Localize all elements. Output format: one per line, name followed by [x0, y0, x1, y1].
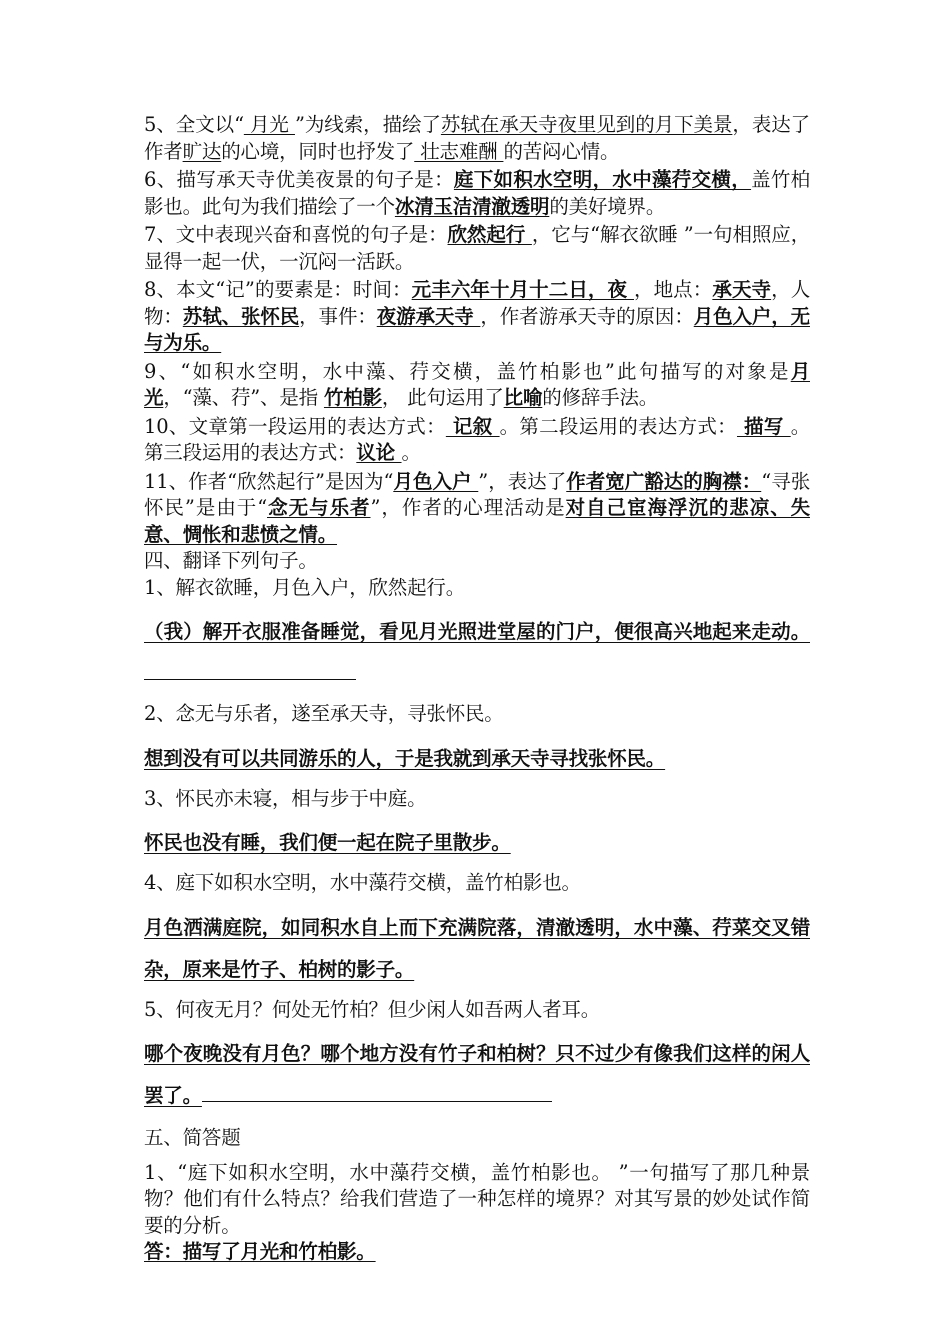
- answer-text: 想到没有可以共同游乐的人，于是我就到承天寺寻找张怀民。: [144, 746, 666, 770]
- answer-text: [144, 1033, 810, 1117]
- item-text: ， 此句运用了: [381, 386, 504, 409]
- item-7: [144, 222, 810, 275]
- section-4-title: 四、翻译下列句子。: [144, 549, 318, 572]
- item-text: ”为线索，描绘了: [294, 113, 441, 136]
- answer-blank: 月色入户，无与为乐。: [144, 304, 810, 354]
- question-text: 5、何夜无月？何处无竹柏？但少闲人如吾两人者耳。: [144, 997, 601, 1021]
- item-text: 。: [401, 441, 421, 464]
- answer-blank: 旷达: [182, 139, 222, 163]
- answer-blank: 比喻: [503, 386, 543, 409]
- item-text: ，人物：: [144, 278, 811, 328]
- answer-blank: 壮志难酬: [414, 139, 504, 163]
- answer-span: 哪个夜晚没有月色？哪个地方没有竹子和柏树？只不过少有像我们这样的闲人罢了。: [144, 1042, 810, 1107]
- answer-blank: 承天寺: [712, 278, 772, 301]
- answer-blank: 描写: [736, 414, 791, 438]
- document-body: [144, 112, 810, 1266]
- answer-blank: 对自己宦海浮沉的悲凉、失意、惆怅和悲愤之情: [144, 496, 810, 546]
- question-text: 3、怀民亦未寝，相与步于中庭。: [144, 786, 427, 810]
- answer-blank: 月光: [144, 359, 810, 409]
- answer-blank: 念无与乐者: [267, 496, 371, 519]
- item-8: [144, 277, 810, 357]
- item-text: 的修辞手法。: [542, 386, 659, 409]
- answer-blank: 欣然起行: [447, 223, 532, 246]
- item-9: [144, 359, 810, 412]
- item-text: ，表达了作者: [144, 113, 810, 163]
- answer-blank: 议论: [356, 441, 402, 464]
- answer-blank: 夜游承天寺: [376, 304, 481, 328]
- answer-text: 怀民也没有睡，我们便一起在院子里散步。: [144, 831, 511, 854]
- item-text: 。第二段运用的表达方式：: [499, 414, 737, 438]
- item-6: [144, 167, 810, 220]
- answer-span: （我）解开衣服准备睡觉，看见月光照进堂屋的门户，便很高兴地起来走动。: [144, 620, 810, 643]
- item-text: 盖竹柏影也。此句为我们描绘了一个: [144, 168, 810, 218]
- answer-blank: 月色入户: [393, 469, 479, 493]
- answer-blank: 苏轼在承天寺夜里见到的月下美景: [440, 113, 733, 136]
- answer-blank: 作者宽广豁达的胸襟：: [566, 469, 762, 493]
- item-10: [144, 414, 810, 467]
- item-text: ，它与“解衣欲睡 ”一句相照应，显得一起一伏，一沉闷一活跃。: [144, 223, 810, 273]
- question-text: 4、庭下如积水空明，水中藻荇交横，盖竹柏影也。: [144, 871, 581, 894]
- item-text: ，“藻、荇”、是指: [163, 386, 324, 409]
- question-text: 1、解衣欲睡，月色入户，欣然起行。: [144, 575, 466, 599]
- answer-line: [202, 1100, 552, 1102]
- question-text: 1、“庭下如积水空明，水中藻荇交横，盖竹柏影也。 ”一句描写了那几种景物？他们有什么特点？给我们营造了一种怎样的境界？对其写景的妙处试作简要的分析。: [144, 1160, 810, 1237]
- item-text: 的苦闷心情。: [503, 139, 620, 163]
- section-5-title: 五、简答题: [144, 1126, 241, 1149]
- item-text: 。第三段运用的表达方式：: [144, 414, 811, 464]
- answer-blank: 记叙: [445, 414, 500, 438]
- answer-text: [144, 611, 810, 695]
- answer-blank: 苏轼、张怀民: [182, 304, 300, 328]
- answer-text: 月色洒满庭院，如同积水自上而下充满院落，清澈透明，水中藻、荇菜交叉错杂，原来是竹子、柏树的影子。: [144, 915, 810, 981]
- item-text: 11、作者“欣然起行”是因为“: [144, 469, 394, 493]
- item-text: 5、全文以“: [144, 113, 244, 136]
- answer-line: [144, 678, 356, 680]
- item-text: 6、描写承天寺优美夜景的句子是：: [144, 168, 454, 191]
- item-text: 8、本文“记”的要素是：时间：: [144, 278, 412, 301]
- item-text: ”，表达了: [478, 469, 567, 493]
- answer-blank: 庭下如积水空明，水中藻荇交横，: [453, 168, 752, 191]
- answer-blank: 冰清玉洁清澈透明: [394, 194, 550, 218]
- item-text: ，作者游承天寺的原因：: [480, 304, 694, 328]
- item-text: 9、“如积水空明，水中藻、荇交横，盖竹柏影也”此句描写的对象是: [144, 359, 791, 383]
- answer-blank: 元丰六年十月十二日，夜: [411, 278, 634, 301]
- item-5: [144, 112, 810, 165]
- item-11: [144, 469, 810, 549]
- question-text: 2、念无与乐者，遂至承天寺，寻张怀民。: [144, 702, 504, 725]
- item-text: 的心境，同时也抒发了: [221, 139, 415, 163]
- answer-blank: 月光: [243, 113, 295, 136]
- item-text: ，事件：: [299, 304, 377, 328]
- answer-text: 答：描写了月光和竹柏影。: [144, 1240, 376, 1263]
- answer-blank: 竹柏影: [323, 386, 382, 409]
- item-text: 10、文章第一段运用的表达方式：: [144, 414, 446, 438]
- item-text: “寻张怀民”是由于“: [144, 469, 810, 519]
- item-text: 7、文中表现兴奋和喜悦的句子是：: [144, 223, 448, 246]
- item-text: ，地点：: [634, 278, 713, 301]
- item-text: 的美好境界。: [549, 194, 666, 218]
- answer-blank: 。: [317, 522, 338, 546]
- item-text: ”，作者的心理活动是: [370, 496, 566, 519]
